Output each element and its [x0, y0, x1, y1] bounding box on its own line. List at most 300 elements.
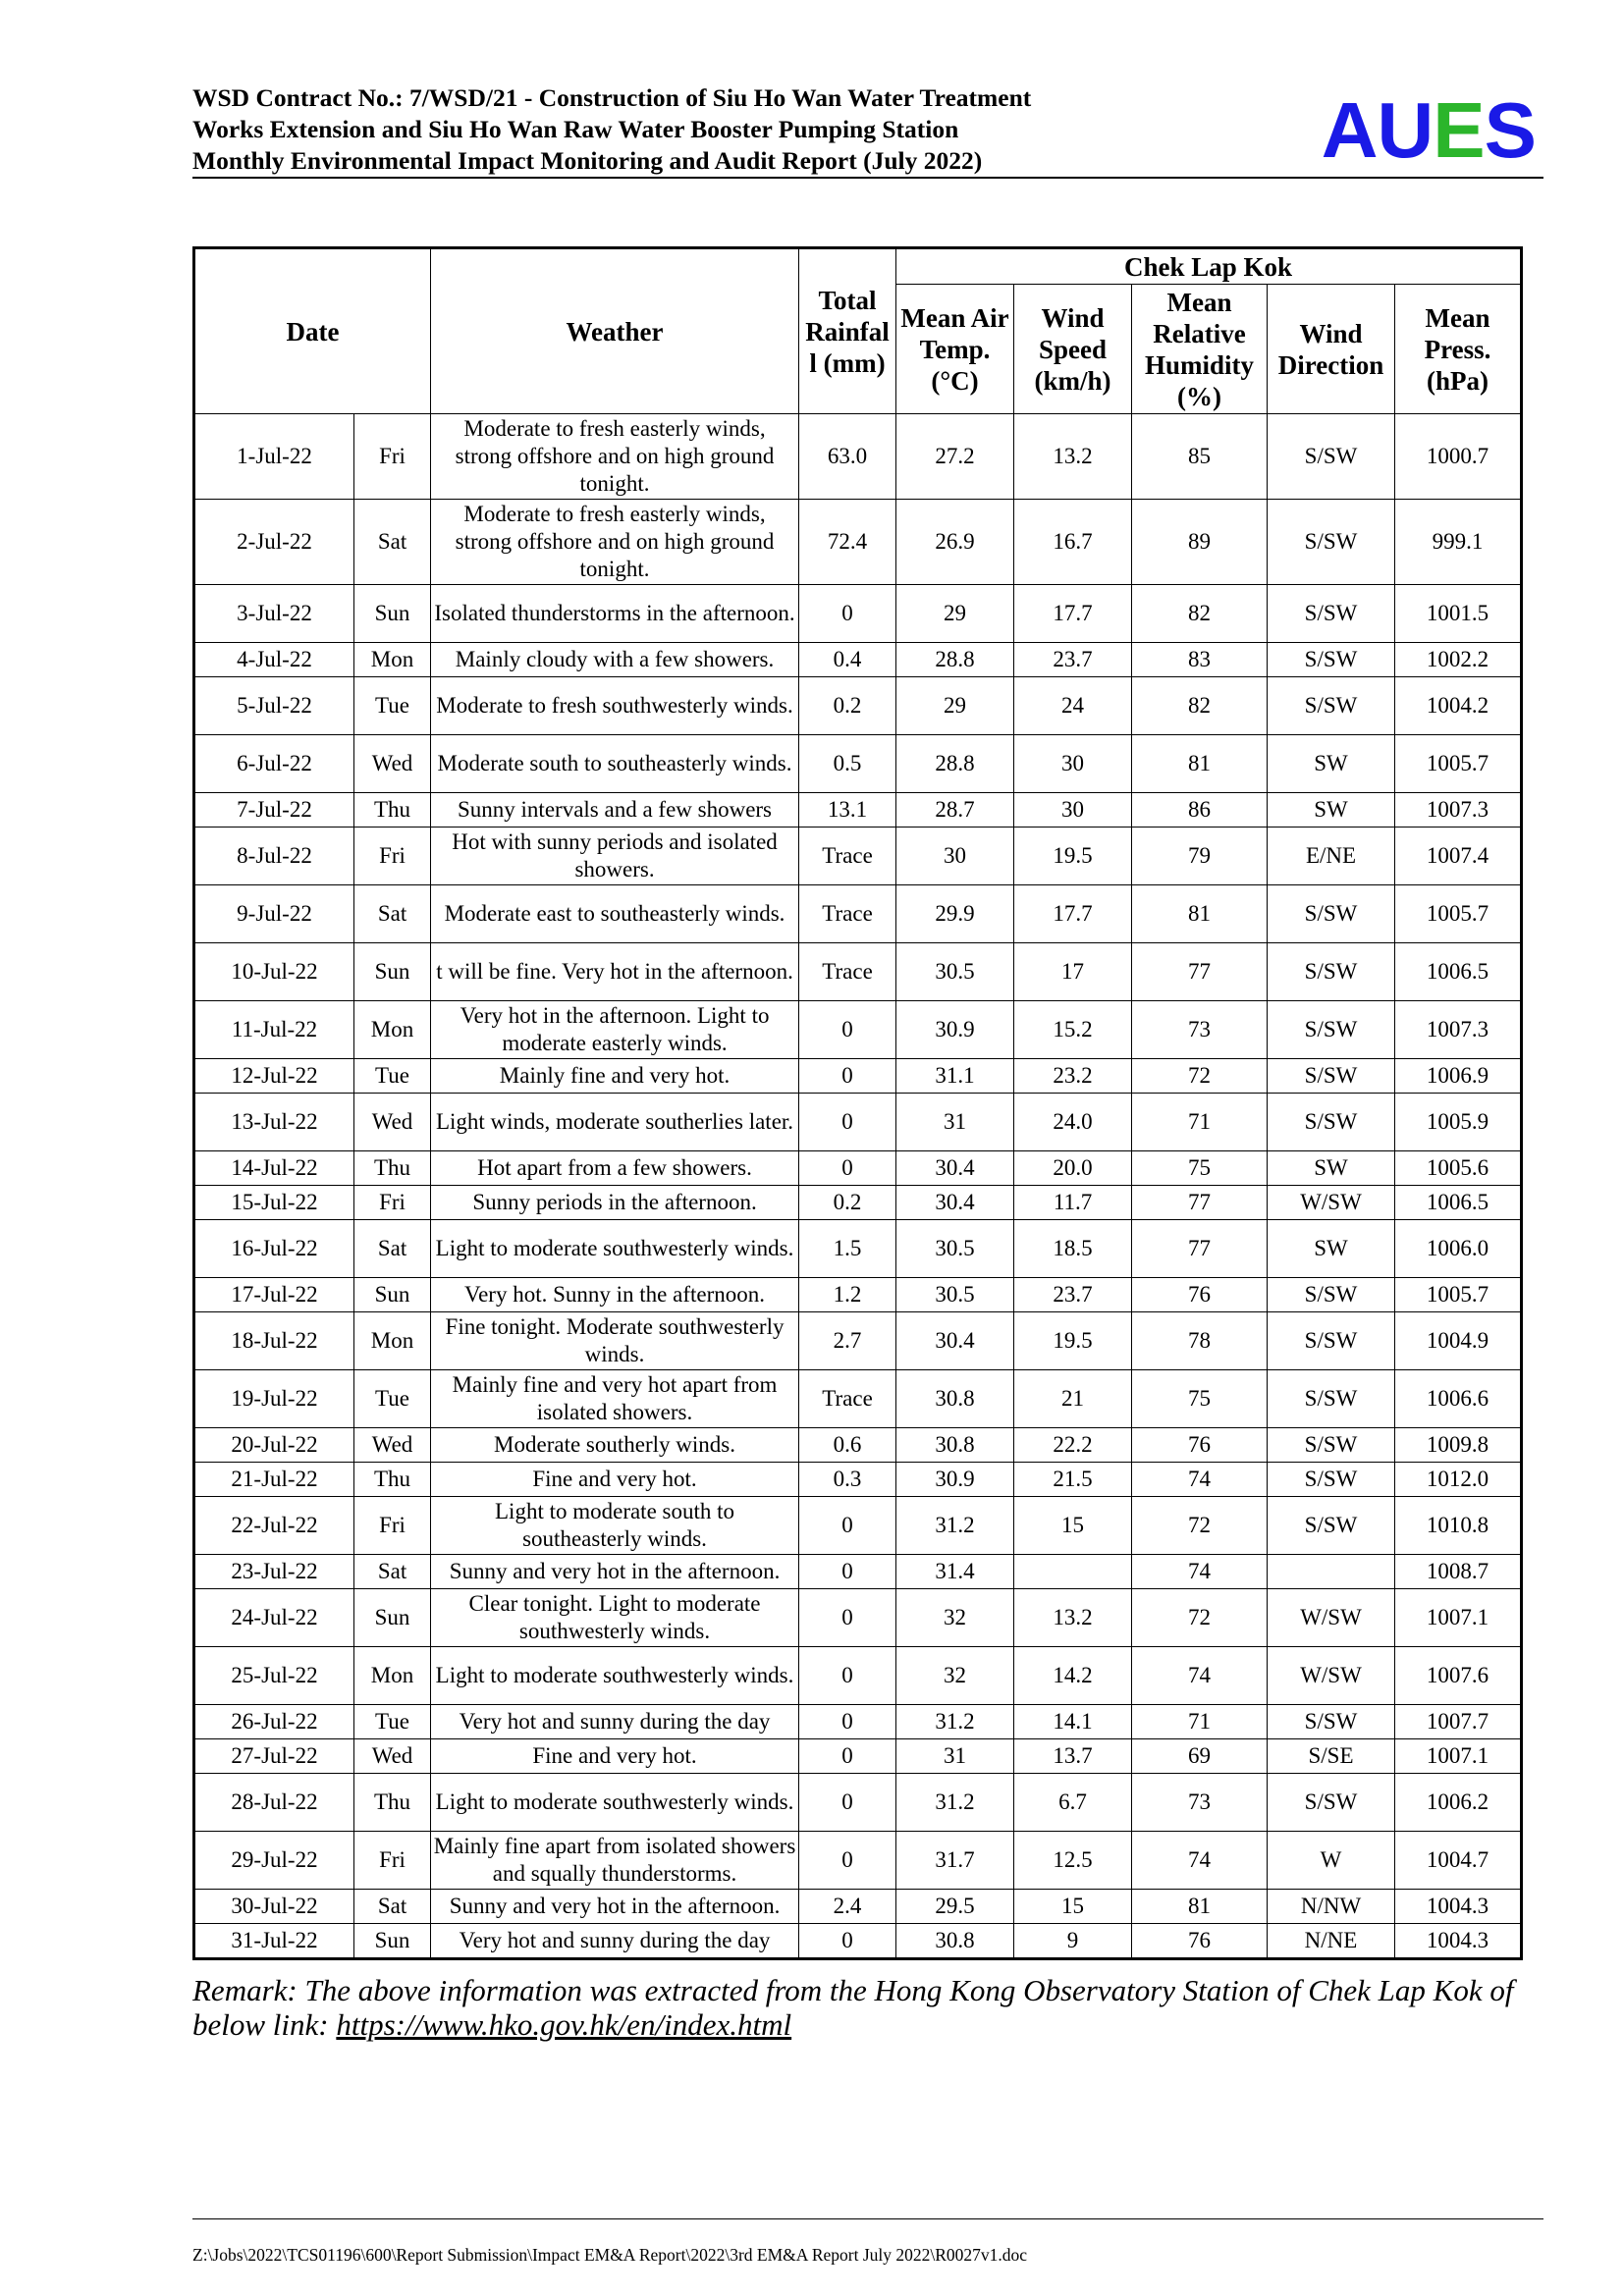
wind-speed-cell: 19.5 [1014, 1312, 1132, 1370]
day-cell: Thu [354, 1774, 431, 1832]
pressure-cell: 1006.5 [1395, 1186, 1522, 1220]
wind-speed-cell: 22.2 [1014, 1428, 1132, 1463]
date-cell: 12-Jul-22 [194, 1059, 354, 1094]
weather-cell: Moderate to fresh easterly winds, strong offshore and on high ground tonight. [431, 414, 799, 500]
table-row [194, 1739, 1522, 1774]
weather-cell: t will be fine. Very hot in the afternoon. [431, 943, 799, 1001]
temp-cell: 30.4 [896, 1312, 1014, 1370]
wind-direction-cell: S/SW [1268, 677, 1395, 735]
pressure-cell: 1007.3 [1395, 793, 1522, 828]
temp-cell: 30.8 [896, 1370, 1014, 1428]
table-row [194, 1312, 1522, 1370]
date-cell: 25-Jul-22 [194, 1647, 354, 1705]
day-cell: Fri [354, 1832, 431, 1890]
wind-direction-cell: W/SW [1268, 1647, 1395, 1705]
wind-direction-cell: N/NE [1268, 1924, 1395, 1959]
weather-cell: Light to moderate southwesterly winds. [431, 1774, 799, 1832]
wind-speed-cell: 17.7 [1014, 585, 1132, 643]
aues-logo [1322, 88, 1536, 173]
rainfall-cell: 0.4 [799, 643, 896, 677]
pressure-cell: 1009.8 [1395, 1428, 1522, 1463]
humidity-cell: 79 [1132, 828, 1268, 885]
pressure-cell: 1004.2 [1395, 677, 1522, 735]
date-cell: 31-Jul-22 [194, 1924, 354, 1959]
rainfall-cell: 0 [799, 1151, 896, 1186]
wind-speed-cell: 14.2 [1014, 1647, 1132, 1705]
rainfall-cell: Trace [799, 828, 896, 885]
date-cell: 20-Jul-22 [194, 1428, 354, 1463]
humidity-cell: 75 [1132, 1370, 1268, 1428]
date-cell: 11-Jul-22 [194, 1001, 354, 1059]
pressure-cell: 1007.7 [1395, 1705, 1522, 1739]
date-cell: 26-Jul-22 [194, 1705, 354, 1739]
wind-speed-cell: 13.2 [1014, 1589, 1132, 1647]
day-cell: Sun [354, 1278, 431, 1312]
weather-cell: Very hot. Sunny in the afternoon. [431, 1278, 799, 1312]
date-cell: 14-Jul-22 [194, 1151, 354, 1186]
temp-cell: 32 [896, 1647, 1014, 1705]
table-row [194, 885, 1522, 943]
wind-direction-cell: S/SW [1268, 414, 1395, 500]
humidity-cell: 81 [1132, 735, 1268, 793]
wind-direction-cell: S/SW [1268, 1001, 1395, 1059]
rainfall-cell: 0 [799, 1059, 896, 1094]
humidity-cell: 75 [1132, 1151, 1268, 1186]
rainfall-cell: Trace [799, 1370, 896, 1428]
date-cell: 22-Jul-22 [194, 1497, 354, 1555]
humidity-cell: 71 [1132, 1094, 1268, 1151]
header-title-line-3: Monthly Environmental Impact Monitoring and Audit Report (July 2022) [192, 146, 983, 175]
pressure-cell: 1002.2 [1395, 643, 1522, 677]
wind-speed-cell: 11.7 [1014, 1186, 1132, 1220]
wind-direction-cell: S/SW [1268, 500, 1395, 585]
temp-cell: 28.7 [896, 793, 1014, 828]
wind-direction-cell: N/NW [1268, 1890, 1395, 1924]
temp-cell: 30.9 [896, 1001, 1014, 1059]
wind-direction-cell: S/SW [1268, 1312, 1395, 1370]
header-mean-pressure: Mean Press. (hPa) [1395, 285, 1522, 414]
rainfall-cell: 63.0 [799, 414, 896, 500]
wind-direction-cell: S/SW [1268, 1059, 1395, 1094]
weather-cell: Hot apart from a few showers. [431, 1151, 799, 1186]
humidity-cell: 74 [1132, 1555, 1268, 1589]
temp-cell: 28.8 [896, 643, 1014, 677]
temp-cell: 29.9 [896, 885, 1014, 943]
header-wind-speed: Wind Speed (km/h) [1014, 285, 1132, 414]
wind-speed-cell: 23.7 [1014, 1278, 1132, 1312]
table-row [194, 643, 1522, 677]
humidity-cell: 72 [1132, 1059, 1268, 1094]
rainfall-cell: 1.5 [799, 1220, 896, 1278]
table-row [194, 1924, 1522, 1959]
wind-speed-cell: 24 [1014, 677, 1132, 735]
weather-cell: Sunny and very hot in the afternoon. [431, 1890, 799, 1924]
table-row [194, 1220, 1522, 1278]
temp-cell: 30.5 [896, 1220, 1014, 1278]
humidity-cell: 77 [1132, 943, 1268, 1001]
day-cell: Sun [354, 1589, 431, 1647]
wind-speed-cell: 9 [1014, 1924, 1132, 1959]
day-cell: Tue [354, 1370, 431, 1428]
rainfall-cell: 0 [799, 585, 896, 643]
temp-cell: 31.1 [896, 1059, 1014, 1094]
header-title-line-2: Works Extension and Siu Ho Wan Raw Water Booster Pumping Station [192, 115, 959, 143]
day-cell: Mon [354, 1647, 431, 1705]
weather-cell: Moderate east to southeasterly winds. [431, 885, 799, 943]
table-row [194, 1774, 1522, 1832]
pressure-cell: 1006.9 [1395, 1059, 1522, 1094]
pressure-cell: 1006.6 [1395, 1370, 1522, 1428]
day-cell: Tue [354, 1059, 431, 1094]
weather-cell: Fine and very hot. [431, 1463, 799, 1497]
wind-speed-cell: 21 [1014, 1370, 1132, 1428]
logo-letter-s: S [1484, 86, 1536, 174]
day-cell: Fri [354, 1186, 431, 1220]
temp-cell: 30.8 [896, 1924, 1014, 1959]
date-cell: 30-Jul-22 [194, 1890, 354, 1924]
temp-cell: 26.9 [896, 500, 1014, 585]
humidity-cell: 77 [1132, 1220, 1268, 1278]
temp-cell: 27.2 [896, 414, 1014, 500]
table-row [194, 1278, 1522, 1312]
humidity-cell: 76 [1132, 1278, 1268, 1312]
temp-cell: 31 [896, 1739, 1014, 1774]
rainfall-cell: 1.2 [799, 1278, 896, 1312]
rainfall-cell: 0.3 [799, 1463, 896, 1497]
table-row [194, 1151, 1522, 1186]
header-title-line-1: WSD Contract No.: 7/WSD/21 - Construction of Siu Ho Wan Water Treatment [192, 83, 1032, 112]
day-cell: Thu [354, 793, 431, 828]
weather-cell: Moderate southerly winds. [431, 1428, 799, 1463]
humidity-cell: 76 [1132, 1924, 1268, 1959]
footer-divider [192, 2218, 1543, 2219]
table-row [194, 1705, 1522, 1739]
humidity-cell: 85 [1132, 414, 1268, 500]
wind-speed-cell: 6.7 [1014, 1774, 1132, 1832]
day-cell: Tue [354, 1705, 431, 1739]
humidity-cell: 74 [1132, 1463, 1268, 1497]
rainfall-cell: 0 [799, 1924, 896, 1959]
day-cell: Tue [354, 677, 431, 735]
logo-letter-e: E [1433, 86, 1485, 174]
pressure-cell: 1007.1 [1395, 1589, 1522, 1647]
wind-direction-cell: S/SW [1268, 643, 1395, 677]
date-cell: 1-Jul-22 [194, 414, 354, 500]
weather-table-body [194, 414, 1522, 1959]
date-cell: 24-Jul-22 [194, 1589, 354, 1647]
rainfall-cell: 0.2 [799, 1186, 896, 1220]
weather-cell: Light winds, moderate southerlies later. [431, 1094, 799, 1151]
wind-speed-cell: 14.1 [1014, 1705, 1132, 1739]
wind-speed-cell [1014, 1555, 1132, 1589]
date-cell: 9-Jul-22 [194, 885, 354, 943]
date-cell: 3-Jul-22 [194, 585, 354, 643]
rainfall-cell: 0 [799, 1647, 896, 1705]
date-cell: 13-Jul-22 [194, 1094, 354, 1151]
weather-cell: Mainly fine and very hot apart from isolated showers. [431, 1370, 799, 1428]
wind-direction-cell: W/SW [1268, 1589, 1395, 1647]
temp-cell: 30.5 [896, 1278, 1014, 1312]
rainfall-cell: 72.4 [799, 500, 896, 585]
table-row [194, 1428, 1522, 1463]
header-humidity: Mean Relative Humidity (%) [1132, 285, 1268, 414]
table-row [194, 1555, 1522, 1589]
weather-cell: Sunny intervals and a few showers [431, 793, 799, 828]
wind-speed-cell: 13.7 [1014, 1739, 1132, 1774]
pressure-cell: 1005.7 [1395, 735, 1522, 793]
date-cell: 7-Jul-22 [194, 793, 354, 828]
header-weather: Weather [431, 248, 799, 414]
weather-cell: Moderate south to southeasterly winds. [431, 735, 799, 793]
date-cell: 18-Jul-22 [194, 1312, 354, 1370]
date-cell: 8-Jul-22 [194, 828, 354, 885]
rainfall-cell: 0.2 [799, 677, 896, 735]
humidity-cell: 83 [1132, 643, 1268, 677]
temp-cell: 30.4 [896, 1151, 1014, 1186]
pressure-cell: 1006.0 [1395, 1220, 1522, 1278]
wind-speed-cell: 20.0 [1014, 1151, 1132, 1186]
pressure-cell: 1005.7 [1395, 885, 1522, 943]
weather-cell: Light to moderate southwesterly winds. [431, 1220, 799, 1278]
weather-cell: Mainly cloudy with a few showers. [431, 643, 799, 677]
wind-direction-cell: S/SW [1268, 1463, 1395, 1497]
pressure-cell: 1006.2 [1395, 1774, 1522, 1832]
logo-letter-a: A [1321, 86, 1378, 174]
table-row [194, 943, 1522, 1001]
pressure-cell: 1007.1 [1395, 1739, 1522, 1774]
weather-cell: Fine tonight. Moderate southwesterly winds. [431, 1312, 799, 1370]
day-cell: Sat [354, 1555, 431, 1589]
wind-speed-cell: 15.2 [1014, 1001, 1132, 1059]
humidity-cell: 78 [1132, 1312, 1268, 1370]
wind-direction-cell: W/SW [1268, 1186, 1395, 1220]
rainfall-cell: 13.1 [799, 793, 896, 828]
humidity-cell: 73 [1132, 1774, 1268, 1832]
date-cell: 2-Jul-22 [194, 500, 354, 585]
day-cell: Sun [354, 943, 431, 1001]
wind-speed-cell: 15 [1014, 1890, 1132, 1924]
table-row [194, 1059, 1522, 1094]
table-row [194, 1463, 1522, 1497]
date-cell: 16-Jul-22 [194, 1220, 354, 1278]
rainfall-cell: 2.7 [799, 1312, 896, 1370]
day-cell: Wed [354, 1428, 431, 1463]
wind-speed-cell: 16.7 [1014, 500, 1132, 585]
temp-cell: 28.8 [896, 735, 1014, 793]
wind-direction-cell: S/SW [1268, 885, 1395, 943]
day-cell: Fri [354, 828, 431, 885]
date-cell: 15-Jul-22 [194, 1186, 354, 1220]
header-rainfall: Total Rainfal l (mm) [799, 248, 896, 414]
wind-speed-cell: 17.7 [1014, 885, 1132, 943]
pressure-cell: 1010.8 [1395, 1497, 1522, 1555]
wind-direction-cell: W [1268, 1832, 1395, 1890]
temp-cell: 31.7 [896, 1832, 1014, 1890]
rainfall-cell: 0 [799, 1497, 896, 1555]
weather-cell: Very hot and sunny during the day [431, 1705, 799, 1739]
table-row [194, 1001, 1522, 1059]
day-cell: Sat [354, 1220, 431, 1278]
wind-direction-cell: S/SW [1268, 1094, 1395, 1151]
wind-direction-cell: SW [1268, 1151, 1395, 1186]
table-row [194, 1647, 1522, 1705]
pressure-cell: 1012.0 [1395, 1463, 1522, 1497]
pressure-cell: 1005.7 [1395, 1278, 1522, 1312]
hko-link[interactable]: https://www.hko.gov.hk/en/index.html [336, 2007, 792, 2042]
rainfall-cell: 0 [799, 1739, 896, 1774]
date-cell: 4-Jul-22 [194, 643, 354, 677]
wind-speed-cell: 24.0 [1014, 1094, 1132, 1151]
date-cell: 29-Jul-22 [194, 1832, 354, 1890]
wind-speed-cell: 18.5 [1014, 1220, 1132, 1278]
day-cell: Sat [354, 1890, 431, 1924]
rainfall-cell: 0 [799, 1001, 896, 1059]
humidity-cell: 72 [1132, 1589, 1268, 1647]
day-cell: Wed [354, 735, 431, 793]
weather-cell: Very hot in the afternoon. Light to moderate easterly winds. [431, 1001, 799, 1059]
weather-cell: Isolated thunderstorms in the afternoon. [431, 585, 799, 643]
date-cell: 19-Jul-22 [194, 1370, 354, 1428]
day-cell: Mon [354, 1001, 431, 1059]
footer-file-path: Z:\Jobs\2022\TCS01196\600\Report Submission\Impact EM&A Report\2022\3rd EM&A Report July 2022\R0027v1.doc [192, 2245, 1028, 2265]
weather-cell: Fine and very hot. [431, 1739, 799, 1774]
wind-direction-cell: S/SW [1268, 1705, 1395, 1739]
day-cell: Thu [354, 1463, 431, 1497]
temp-cell: 30 [896, 828, 1014, 885]
date-cell: 23-Jul-22 [194, 1555, 354, 1589]
wind-direction-cell: S/SW [1268, 1774, 1395, 1832]
day-cell: Sat [354, 885, 431, 943]
temp-cell: 29 [896, 585, 1014, 643]
pressure-cell: 1004.9 [1395, 1312, 1522, 1370]
table-row [194, 1370, 1522, 1428]
humidity-cell: 77 [1132, 1186, 1268, 1220]
date-cell: 28-Jul-22 [194, 1774, 354, 1832]
weather-cell: Light to moderate southwesterly winds. [431, 1647, 799, 1705]
weather-cell: Moderate to fresh easterly winds, strong offshore and on high ground tonight. [431, 500, 799, 585]
pressure-cell: 1005.9 [1395, 1094, 1522, 1151]
day-cell: Sun [354, 1924, 431, 1959]
day-cell: Sat [354, 500, 431, 585]
table-row [194, 1589, 1522, 1647]
wind-speed-cell: 21.5 [1014, 1463, 1132, 1497]
rainfall-cell: Trace [799, 885, 896, 943]
humidity-cell: 71 [1132, 1705, 1268, 1739]
temp-cell: 31.4 [896, 1555, 1014, 1589]
date-cell: 21-Jul-22 [194, 1463, 354, 1497]
pressure-cell: 1004.3 [1395, 1924, 1522, 1959]
humidity-cell: 82 [1132, 585, 1268, 643]
rainfall-cell: 2.4 [799, 1890, 896, 1924]
rainfall-cell: 0 [799, 1094, 896, 1151]
table-row [194, 1890, 1522, 1924]
table-row [194, 828, 1522, 885]
humidity-cell: 69 [1132, 1739, 1268, 1774]
weather-cell: Sunny periods in the afternoon. [431, 1186, 799, 1220]
logo-letter-u: U [1377, 86, 1434, 174]
report-header [192, 82, 1543, 179]
pressure-cell: 1001.5 [1395, 585, 1522, 643]
rainfall-cell: 0 [799, 1555, 896, 1589]
wind-direction-cell: SW [1268, 793, 1395, 828]
temp-cell: 30.5 [896, 943, 1014, 1001]
temp-cell: 32 [896, 1589, 1014, 1647]
table-row [194, 1186, 1522, 1220]
temp-cell: 30.9 [896, 1463, 1014, 1497]
header-mean-air-temp: Mean Air Temp. (°C) [896, 285, 1014, 414]
pressure-cell: 1005.6 [1395, 1151, 1522, 1186]
date-cell: 17-Jul-22 [194, 1278, 354, 1312]
rainfall-cell: 0.5 [799, 735, 896, 793]
weather-cell: Light to moderate south to southeasterly winds. [431, 1497, 799, 1555]
table-row [194, 414, 1522, 500]
date-cell: 6-Jul-22 [194, 735, 354, 793]
humidity-cell: 81 [1132, 885, 1268, 943]
remark [192, 1973, 1547, 2042]
temp-cell: 30.8 [896, 1428, 1014, 1463]
day-cell: Wed [354, 1739, 431, 1774]
pressure-cell: 999.1 [1395, 500, 1522, 585]
wind-speed-cell: 23.2 [1014, 1059, 1132, 1094]
wind-direction-cell: S/SW [1268, 943, 1395, 1001]
rainfall-cell: Trace [799, 943, 896, 1001]
wind-direction-cell: S/SW [1268, 1497, 1395, 1555]
pressure-cell: 1004.7 [1395, 1832, 1522, 1890]
wind-speed-cell: 12.5 [1014, 1832, 1132, 1890]
weather-cell: Clear tonight. Light to moderate southwesterly winds. [431, 1589, 799, 1647]
day-cell: Fri [354, 1497, 431, 1555]
rainfall-cell: 0 [799, 1832, 896, 1890]
date-cell: 10-Jul-22 [194, 943, 354, 1001]
table-row [194, 793, 1522, 828]
table-row [194, 500, 1522, 585]
wind-direction-cell: S/SW [1268, 1428, 1395, 1463]
temp-cell: 29.5 [896, 1890, 1014, 1924]
weather-table [192, 246, 1523, 1960]
humidity-cell: 74 [1132, 1647, 1268, 1705]
humidity-cell: 89 [1132, 500, 1268, 585]
wind-direction-cell: S/SW [1268, 1278, 1395, 1312]
header-chek-lap-kok: Chek Lap Kok [896, 248, 1522, 285]
wind-direction-cell: S/SW [1268, 585, 1395, 643]
rainfall-cell: 0 [799, 1774, 896, 1832]
wind-direction-cell: S/SW [1268, 1370, 1395, 1428]
header-date: Date [194, 248, 431, 414]
humidity-cell: 81 [1132, 1890, 1268, 1924]
table-row [194, 677, 1522, 735]
pressure-cell: 1006.5 [1395, 943, 1522, 1001]
wind-speed-cell: 17 [1014, 943, 1132, 1001]
humidity-cell: 73 [1132, 1001, 1268, 1059]
weather-cell: Mainly fine apart from isolated showers and squally thunderstorms. [431, 1832, 799, 1890]
wind-direction-cell: S/SE [1268, 1739, 1395, 1774]
humidity-cell: 74 [1132, 1832, 1268, 1890]
day-cell: Wed [354, 1094, 431, 1151]
humidity-cell: 86 [1132, 793, 1268, 828]
wind-direction-cell: SW [1268, 735, 1395, 793]
weather-cell: Hot with sunny periods and isolated showers. [431, 828, 799, 885]
wind-speed-cell: 30 [1014, 793, 1132, 828]
pressure-cell: 1007.6 [1395, 1647, 1522, 1705]
day-cell: Mon [354, 1312, 431, 1370]
wind-direction-cell: E/NE [1268, 828, 1395, 885]
rainfall-cell: 0 [799, 1705, 896, 1739]
temp-cell: 31 [896, 1094, 1014, 1151]
day-cell: Fri [354, 414, 431, 500]
weather-cell: Sunny and very hot in the afternoon. [431, 1555, 799, 1589]
pressure-cell: 1007.3 [1395, 1001, 1522, 1059]
table-row [194, 585, 1522, 643]
